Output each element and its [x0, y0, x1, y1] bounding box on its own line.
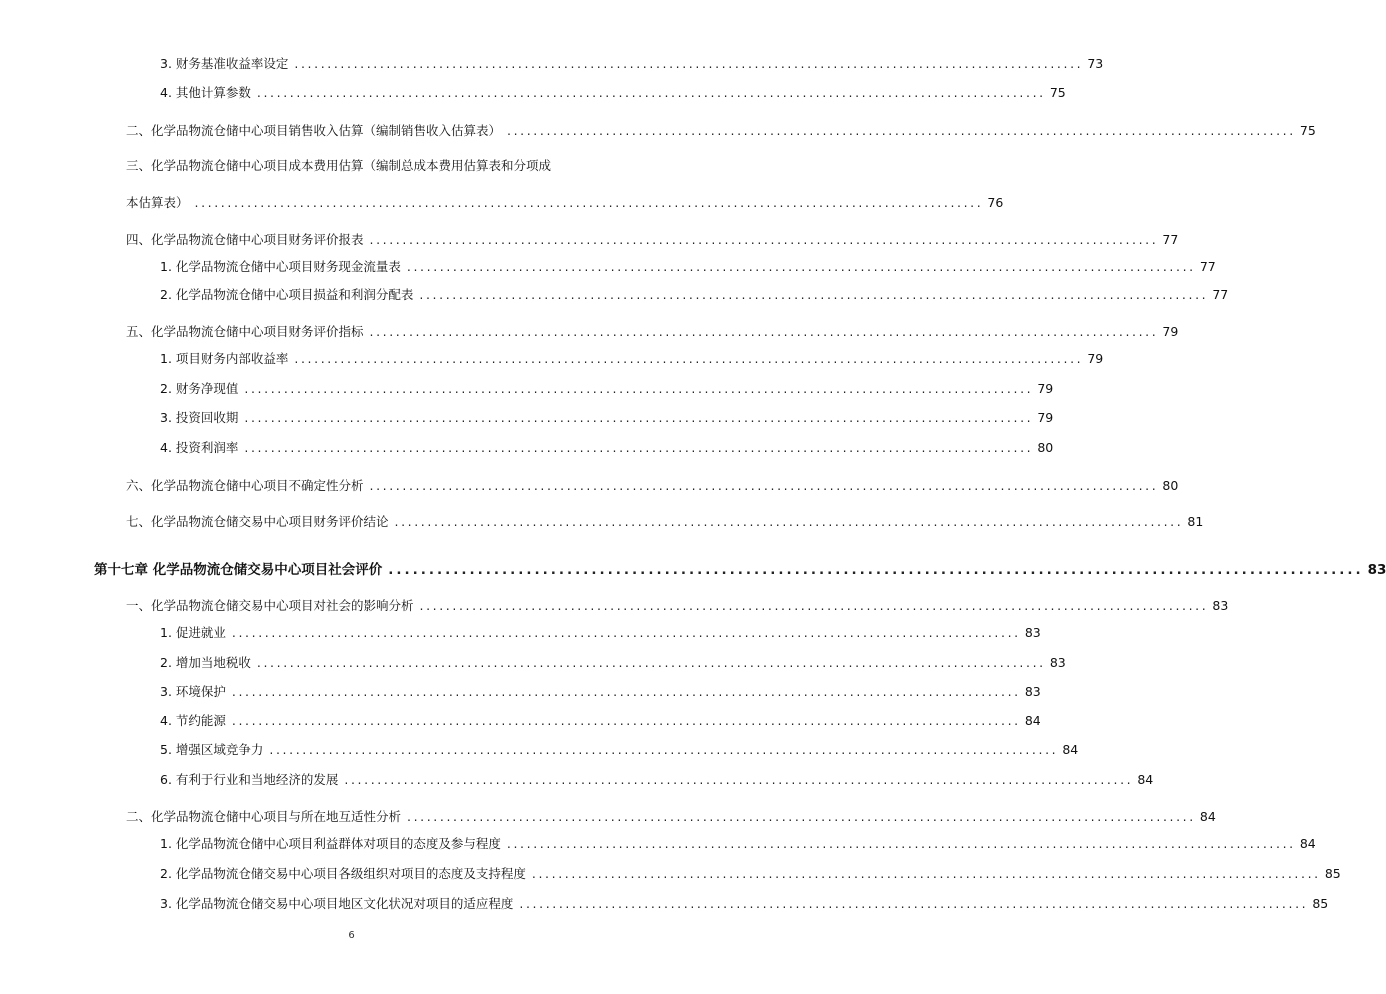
toc-chapter-entry[interactable] [94, 561, 1386, 579]
toc-leader-dots: ........................................................................................................................ [394, 514, 1184, 529]
toc-entry[interactable] [160, 624, 1041, 642]
toc-entry[interactable] [160, 350, 1104, 368]
toc-entry-page: 85 [1324, 866, 1341, 881]
toc-entry[interactable] [160, 771, 1154, 789]
toc-entry-label: 1. 化学品物流仓储中心项目财务现金流量表 [160, 259, 401, 274]
toc-leader-dots: ........................................................................................................................ [507, 123, 1296, 138]
toc-entry-label: 2. 化学品物流仓储中心项目损益和利润分配表 [160, 287, 414, 302]
toc-leader-dots: ........................................................................................................................ [388, 562, 1364, 578]
toc-leader-dots: ........................................................................................................................ [531, 866, 1321, 881]
toc-entry[interactable] [160, 865, 1341, 883]
toc-leader-dots: ........................................................................................................................ [506, 836, 1296, 851]
toc-entry-page: 84 [1024, 713, 1041, 728]
toc-entry-page: 79 [1162, 324, 1179, 339]
toc-entry-page: 76 [987, 195, 1004, 210]
toc-leader-dots: ........................................................................................................................ [294, 351, 1084, 366]
toc-leader-dots: ........................................................................................................................ [244, 381, 1034, 396]
toc-leader-dots: ........................................................................................................................ [419, 598, 1209, 613]
toc-entry-label: 二、化学品物流仓储中心项目销售收入估算（编制销售收入估算表） [126, 123, 502, 138]
toc-leader-dots: ........................................................................................................................ [244, 410, 1034, 425]
toc-entry[interactable] [126, 808, 1216, 826]
toc-entry-label: 1. 促进就业 [160, 625, 226, 640]
toc-entry-page: 85 [1312, 896, 1329, 911]
toc-entry-page: 75 [1049, 85, 1066, 100]
toc-entry[interactable] [126, 122, 1316, 140]
toc-leader-dots: ........................................................................................................................ [406, 259, 1196, 274]
toc-entry-page: 83 [1049, 655, 1066, 670]
toc-chapter-label: 第十七章 化学品物流仓储交易中心项目社会评价 [94, 562, 383, 578]
toc-entry[interactable] [126, 477, 1179, 495]
toc-chapter-page: 83 [1367, 562, 1386, 578]
toc-entry[interactable] [160, 712, 1041, 730]
toc-entry-page: 81 [1187, 514, 1204, 529]
toc-entry-label: 3. 投资回收期 [160, 410, 239, 425]
toc-entry-label: 3. 环境保护 [160, 684, 226, 699]
toc-entry-page: 77 [1212, 287, 1229, 302]
toc-entry-page: 83 [1212, 598, 1229, 613]
toc-entry-label: 2. 化学品物流仓储交易中心项目各级组织对项目的态度及支持程度 [160, 866, 526, 881]
toc-entry[interactable] [160, 835, 1316, 853]
toc-entry-label: 本估算表） [126, 195, 189, 210]
toc-entry[interactable] [126, 323, 1179, 341]
toc-entry[interactable] [126, 231, 1179, 249]
toc-entry-label: 1. 项目财务内部收益率 [160, 351, 289, 366]
toc-leader-dots: ........................................................................................................................ [194, 195, 984, 210]
toc-leader-dots: ........................................................................................................................ [407, 809, 1196, 824]
toc-entry-label: 6. 有利于行业和当地经济的发展 [160, 772, 339, 787]
toc-entry-page: 84 [1299, 836, 1316, 851]
toc-entry-page: 73 [1087, 56, 1104, 71]
toc-entry-label: 2. 增加当地税收 [160, 655, 251, 670]
toc-leader-dots: ........................................................................................................................ [256, 655, 1046, 670]
toc-leader-dots: ........................................................................................................................ [369, 478, 1159, 493]
toc-entry-label: 一、化学品物流仓储交易中心项目对社会的影响分析 [126, 598, 414, 613]
toc-entry[interactable] [160, 895, 1329, 913]
toc-entry-page: 84 [1199, 809, 1216, 824]
toc-leader-dots: ........................................................................................................................ [231, 625, 1021, 640]
toc-entry[interactable] [160, 286, 1229, 304]
toc-entry-label: 4. 投资利润率 [160, 440, 239, 455]
toc-entry-label: 四、化学品物流仓储中心项目财务评价报表 [126, 232, 364, 247]
toc-entry-label: 七、化学品物流仓储交易中心项目财务评价结论 [126, 514, 389, 529]
toc-entry-page: 77 [1199, 259, 1216, 274]
toc-entry-page: 84 [1137, 772, 1154, 787]
toc-leader-dots: ........................................................................................................................ [294, 56, 1084, 71]
toc-entry[interactable] [126, 597, 1229, 615]
toc-entry[interactable] [160, 55, 1104, 73]
toc-leader-dots: ........................................................................................................................ [419, 287, 1209, 302]
toc-entry-page: 80 [1037, 440, 1054, 455]
toc-entry-page: 79 [1037, 410, 1054, 425]
toc-entry-label: 5. 增强区域竞争力 [160, 742, 264, 757]
toc-entry[interactable] [160, 258, 1216, 276]
toc-leader-dots: ........................................................................................................................ [344, 772, 1134, 787]
toc-entry[interactable] [160, 409, 1054, 427]
toc-entry[interactable] [160, 439, 1054, 457]
toc-entry-page: 83 [1024, 625, 1041, 640]
toc-entry[interactable] [160, 654, 1066, 672]
toc-entry-label: 4. 节约能源 [160, 713, 226, 728]
toc-entry-page: 77 [1162, 232, 1179, 247]
toc-entry-page: 75 [1299, 123, 1316, 138]
toc-entry-label: 六、化学品物流仓储中心项目不确定性分析 [126, 478, 364, 493]
toc-entry-page: 84 [1062, 742, 1079, 757]
toc-entry-page: 79 [1087, 351, 1104, 366]
toc-leader-dots: ........................................................................................................................ [269, 742, 1059, 757]
toc-entry-label: 2. 财务净现值 [160, 381, 239, 396]
toc-entry[interactable] [160, 84, 1066, 102]
toc-leader-dots: ........................................................................................................................ [369, 324, 1159, 339]
toc-entry[interactable] [160, 683, 1041, 701]
toc-entry-page: 80 [1162, 478, 1179, 493]
toc-leader-dots: ........................................................................................................................ [231, 684, 1021, 699]
page-number: 6 [348, 930, 355, 941]
toc-leader-dots: ........................................................................................................................ [231, 713, 1021, 728]
toc-leader-dots: ........................................................................................................................ [519, 896, 1309, 911]
toc-leader-dots: ........................................................................................................................ [369, 232, 1159, 247]
toc-entry[interactable] [126, 194, 1004, 212]
toc-leader-dots: ........................................................................................................................ [256, 85, 1046, 100]
toc-entry-label: 3. 财务基准收益率设定 [160, 56, 289, 71]
toc-entry-page: 79 [1037, 381, 1054, 396]
toc-entry-label: 二、化学品物流仓储中心项目与所在地互适性分析 [126, 809, 402, 824]
toc-entry[interactable] [160, 380, 1054, 398]
toc-entry-label: 3. 化学品物流仓储交易中心项目地区文化状况对项目的适应程度 [160, 896, 514, 911]
toc-entry-page: 83 [1024, 684, 1041, 699]
toc-entry[interactable] [126, 513, 1204, 531]
toc-entry[interactable] [160, 741, 1079, 759]
toc-entry-label: 4. 其他计算参数 [160, 85, 251, 100]
toc-entry-label: 1. 化学品物流仓储中心项目利益群体对项目的态度及参与程度 [160, 836, 501, 851]
toc-leader-dots: ........................................................................................................................ [244, 440, 1034, 455]
toc-entry-label-wrapped[interactable]: 三、化学品物流仓储中心项目成本费用估算（编制总成本费用估算表和分项成 [126, 158, 552, 173]
toc-entry-label: 五、化学品物流仓储中心项目财务评价指标 [126, 324, 364, 339]
